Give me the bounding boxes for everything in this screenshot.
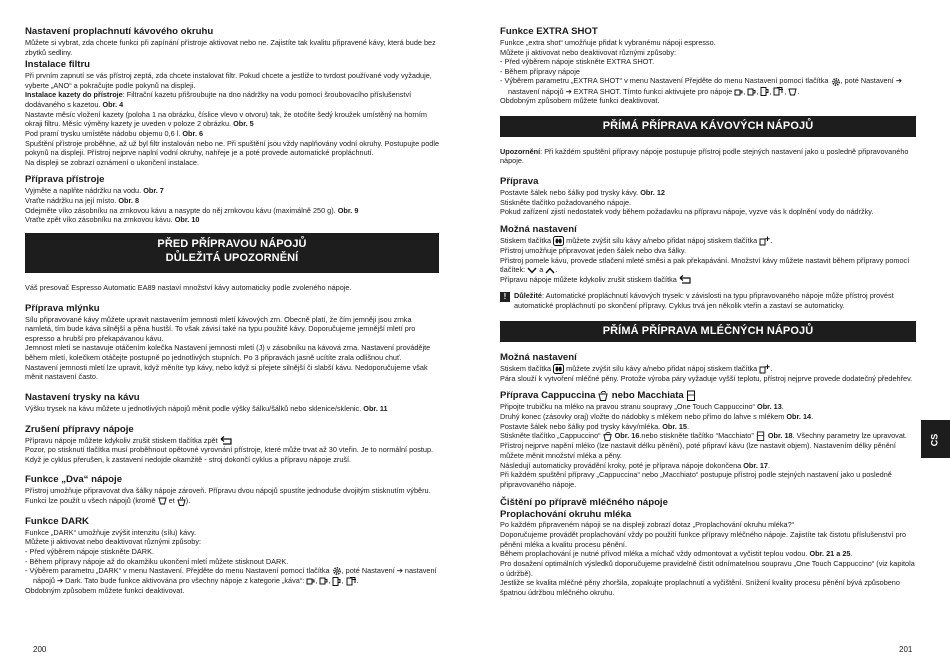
paragraph bbox=[25, 496, 439, 506]
paragraph: Na displeji se zobrazí oznámení o ukončení instalace. bbox=[25, 157, 200, 167]
section-banner: PŘÍMÁ PŘÍPRAVA KÁVOVÝCH NÁPOJŮ bbox=[500, 116, 916, 137]
paragraph: Po každém připraveném nápoji se na displeji zobrazí dotaz „Proplachování okruhu mléka?“ bbox=[500, 520, 795, 530]
section-title: Příprava mlýnku bbox=[25, 302, 100, 314]
section-banner bbox=[25, 233, 439, 273]
text: Přípravu nápoje můžete kdykoliv zrušit stiskem tlačítka zpět bbox=[25, 435, 220, 445]
add-cup-icon bbox=[759, 364, 770, 374]
page-number: 200 bbox=[33, 645, 47, 654]
mug-icon bbox=[332, 577, 341, 586]
paragraph: Stiskem tlačítka můžete zvýšit sílu kávy a/nebo přidat nápoj stiskem tlačítka . bbox=[500, 363, 773, 373]
arrow-right-icon: ➔ bbox=[56, 576, 64, 586]
section-title: Příprava bbox=[500, 176, 539, 188]
important-note bbox=[500, 291, 916, 310]
text: Dark. Tato bude funkce aktivována pro všechny nápoje z kategorie „káva“: bbox=[63, 576, 307, 586]
chevron-down-icon bbox=[527, 267, 537, 274]
banner-line: DŮLEŽITÁ UPOZORNĚNÍ bbox=[165, 252, 299, 265]
paragraph bbox=[25, 90, 439, 109]
paragraph: Jestliže se kvalita mléčné pěny zhoršila, zopakujte proplachnutí a vyčištění. Snížení kvality procesu pěnění bývá způsobeno špatnou údržbou mléčného okruhu. bbox=[500, 578, 900, 597]
text: et bbox=[166, 496, 177, 506]
figure-ref: Obr. 5 bbox=[233, 119, 254, 129]
paragraph: - Během přípravy nápoje bbox=[500, 66, 580, 76]
section-title: Čištění po přípravě mléčného nápoje bbox=[500, 496, 668, 508]
paragraph: Pára slouží k vytvoření mléčné pěny. Protože výroba páry vyžaduje vyšší teplotu, přístroj nejprve provede dodatečný předehřev. bbox=[500, 373, 913, 383]
figure-ref: Obr. 8 bbox=[118, 196, 140, 206]
paragraph: Během proplachování je nutné přívod mléka a míchač vždy odmontovat a vyčistit teplou vodou. Obr. 21 a 25. bbox=[500, 549, 853, 559]
figure-ref: Obr. 11 bbox=[363, 403, 388, 413]
paragraph: nápojů ➔ Dark. Tato bude funkce aktivována pro všechny nápoje z kategorie „káva“: , , , . bbox=[33, 576, 359, 586]
figure-ref: Obr. 13 bbox=[757, 402, 782, 412]
section-title: Nastavení proplachnutí kávového okruhu bbox=[25, 26, 214, 37]
paragraph: Pro dosažení optimálních výsledků doporučujeme pravidelně čistit odnímatelnou soupravu „One Touch Cappuccino“ (viz kapitola o údržbě). bbox=[500, 558, 915, 578]
paragraph: Obdobným způsobem můžete funkci deaktivovat. bbox=[500, 96, 660, 106]
text: Výšku trysek na kávu můžete u jednotlivých nápojů měnit podle výšky šálku/šálků nebo sklenice/sklenic. bbox=[25, 403, 364, 413]
section-subtitle: Proplachování okruhu mléka bbox=[500, 508, 632, 520]
text: Připojte trubičku na mléko na pravou stranu soupravy „One Touch Cappuccino“ bbox=[500, 402, 758, 412]
back-icon bbox=[220, 436, 233, 445]
arrow-right-icon: ➔ bbox=[396, 566, 403, 576]
gear-icon bbox=[332, 566, 342, 576]
section-title: Příprava přístroje bbox=[25, 174, 105, 186]
text: Druhý konec (zásovky oraj) vložte do nádobky s mlékem nebo přímo do lahve s mlékem bbox=[500, 412, 787, 422]
figure-ref: Obr. 7 bbox=[143, 186, 164, 196]
text: , poté Nastavení bbox=[341, 566, 397, 576]
paragraph: Pozor, po stisknutí tlačítka musí proběhnout opětovné vyrovnání přístroje, které může trvat až 30 vteřin. Je to normální postup. bbox=[25, 445, 434, 455]
text: - Výběrem parametru „DARK“ v menu Nastavení. Přejděte do menu Nastavení pomocí tlačítka bbox=[25, 566, 332, 576]
text: : Filtrační kazetu přišroubujte na dno nádržky na vodu pomocí šroubovacího příslušenství dodávaného s kazetou. bbox=[25, 90, 412, 110]
double-cup-icon bbox=[346, 577, 357, 586]
text: Funkci lze použít u všech nápojů (kromě bbox=[25, 496, 158, 506]
paragraph bbox=[25, 110, 439, 129]
back-icon bbox=[679, 275, 692, 284]
text: Stiskem tlačítka bbox=[500, 235, 554, 245]
paragraph bbox=[25, 129, 439, 139]
text: Postavte šálek nebo šálky pod trysky kávy. bbox=[500, 188, 641, 198]
strength-beans-icon bbox=[553, 364, 564, 374]
paragraph: Přístroj nejprve napění mléko (lze nastavit délku pěnění), poté připraví kávu (lze nastavit objem). Nastavením délky pěnění můžete měnit množství mléka a pěny. bbox=[500, 441, 896, 461]
text: , poté Nastavení bbox=[840, 76, 896, 86]
gear-icon bbox=[831, 77, 841, 87]
mug-icon bbox=[760, 87, 769, 96]
paragraph bbox=[25, 404, 439, 414]
coffee-cup-icon bbox=[747, 88, 756, 96]
note-paragraph bbox=[514, 291, 916, 310]
left-page bbox=[25, 26, 439, 595]
text: Vyjměte a naplňte nádržku na vodu. bbox=[25, 186, 144, 196]
section-title: Instalace filtru bbox=[25, 59, 91, 71]
language-tab bbox=[921, 420, 950, 458]
paragraph: Sílu připravované kávy můžete upravit nastavením jemnosti mletí kávových zrn. Obecně platí, že čím jemněji jsou zrnka namletá, tím bude káva silnější a pěna hustší. To však závisí také na typu použité kávy. Doporučujeme jemnější mletí pro espresso a hrubší pro překapávanou kávu. bbox=[25, 314, 416, 343]
paragraph: - Před výběrem nápoje stiskněte EXTRA SHOT. bbox=[500, 57, 655, 67]
figure-ref: Obr. 14 bbox=[786, 412, 812, 422]
figure-ref: Obr. 21 a 25 bbox=[809, 549, 851, 559]
figure-ref: Obr. 17 bbox=[743, 460, 768, 470]
text: .nebo stiskněte tlačítko “Macchiato” bbox=[639, 431, 756, 441]
text: Stiskem tlačítka bbox=[500, 363, 554, 373]
milk-cup-icon bbox=[788, 88, 797, 96]
paragraph: Můžete ji aktivovat nebo deaktivovat různými způsoby: bbox=[500, 47, 677, 57]
text: : Automatické propláchnutí kávových trysek: v závislosti na typu připravovaného nápoje může přístroj provést automatické propláchnutí po skončení přípravy. Cyklus trvá jen několik vteřin a zastaví se automaticky. bbox=[514, 291, 894, 311]
paragraph: Stiskem tlačítka můžete zvýšit sílu kávy a/nebo přidat nápoj stiskem tlačítka . bbox=[500, 235, 773, 245]
bold-label: Instalace kazety do přístroje bbox=[25, 90, 123, 100]
exclamation-icon: ! bbox=[500, 292, 510, 302]
cappuccino-icon bbox=[603, 431, 613, 441]
paragraph: Funkce „extra shot“ umožňuje přidat k vybranému nápoji espresso. bbox=[500, 37, 716, 47]
paragraph: Spuštění přístroje proběhne, až už byl filtr instalován nebo ne. Při spuštění jsou vždy naplňovány vodní okruhy. Postupujte podle pokynů na displeji. Přístroj nejprve naplní vodní okruhy, nahřeje je a poté provede automatické propláchnutí. bbox=[25, 138, 440, 158]
text: Stiskněte tlačítko „Cappuccino“ bbox=[500, 431, 603, 441]
text: . Všechny parametry lze upravovat. bbox=[792, 431, 907, 441]
text: EXTRA SHOT. Tímto funkci aktivujete pro nápoje bbox=[571, 86, 735, 96]
paragraph: Připojte trubičku na mléko na pravou stranu soupravy „One Touch Cappuccino“ Obr. 13. bbox=[500, 402, 784, 412]
section-title: Funkce EXTRA SHOT bbox=[500, 26, 598, 37]
text: Přístroj pomele kávu, provede stlačení mleté směsi a pak překapávání. Množství kávy můžete nastavit během přípravy pomocí tlačítek: bbox=[500, 255, 910, 275]
paragraph: Můžete ji aktivovat nebo deaktivovat různými způsoby: bbox=[25, 537, 202, 547]
macchiato-icon bbox=[686, 390, 697, 401]
text: můžete zvýšit sílu kávy a/nebo přidat nápoj stiskem tlačítka bbox=[564, 235, 760, 245]
text: Nastavte měsíc vložení kazety (poloha 1 na obrázku, číslice vlevo v otvoru) tak, že otočíte šedý kroužek umístěný na horním okraji filtru. Měsíc výměny kazety je uveden v poloze 2 obrázku. bbox=[25, 109, 427, 129]
text: a bbox=[537, 265, 546, 275]
espresso-cup-icon bbox=[306, 577, 315, 585]
paragraph: Pokud zařízení zjistí nedostatek vody během požadavku na přípravu nápoje, vyzve vás k doplnění vody do nádržky. bbox=[500, 207, 874, 217]
paragraph: Při každém spuštění přípravy „Cappuccina“ nebo „Macchiato“ postupuje přístroj podle stejných nastavení jako u posledně připravovaného nápoje. bbox=[500, 470, 892, 489]
paragraph: Stiskněte tlačítko požadovaného nápoje. bbox=[500, 197, 632, 207]
paragraph bbox=[500, 275, 916, 285]
paragraph bbox=[25, 436, 439, 446]
text: Během proplachování je nutné přívod mléka a míchač vždy odmontovat a vyčistit teplou vodou. bbox=[500, 549, 810, 559]
arrow-right-icon: ➔ bbox=[895, 76, 902, 86]
figure-ref: Obr. 16 bbox=[612, 431, 640, 441]
paragraph: Když je cyklus přerušen, k zastavení nedojde okamžitě - stroj dokončí cyklus a přípravu nápoje zruší. bbox=[25, 454, 352, 464]
espresso-cup-icon bbox=[734, 88, 743, 96]
text: Následují automaticky provádění kroky, poté je příprava nápoje dokončena bbox=[500, 460, 744, 470]
paragraph: Doporučujeme provádět proplachování vždy po použití funkce přípravy mléčného nápoje. Zajistíte tak čistotu příslušenství pro pěnění mléka a kvalitu procesu pěnění. bbox=[500, 530, 907, 549]
double-cup-icon bbox=[773, 87, 784, 96]
section-title: Nastavení trysky na kávu bbox=[25, 391, 140, 403]
paragraph: - Před výběrem nápoje stiskněte DARK. bbox=[25, 546, 154, 556]
paragraph: Nastavení jemnosti mletí lze upravit, když měníte typ kávy, nebo když si přejete silnější či slabší kávu. Nedoporučujeme však měnit nastavení často. bbox=[25, 362, 428, 382]
text: ). bbox=[185, 496, 191, 506]
figure-ref: Obr. 4 bbox=[102, 100, 124, 110]
text: můžete zvýšit sílu kávy a/nebo přidat nápoj stiskem tlačítka bbox=[564, 363, 760, 373]
macchiato-icon bbox=[756, 431, 766, 441]
figure-ref: Obr. 10 bbox=[174, 215, 200, 225]
bold-label: Upozornění bbox=[500, 146, 541, 156]
text: Odejměte víko zásobníku na zrnkovou kávu a nasypte do něj zrnkovou kávu (maximálně 250 g). bbox=[25, 205, 338, 215]
paragraph: Následují automaticky provádění kroky, poté je příprava nápoje dokončena Obr. 17. bbox=[500, 460, 771, 470]
banner-line: PŘED PŘÍPRAVOU NÁPOJŮ bbox=[157, 237, 307, 250]
page-number: 201 bbox=[899, 645, 913, 654]
text: : Při každém spuštění přípravy nápoje postupuje přístroj podle stejných nastavení jako u posledně připravovaného nápoje. bbox=[500, 146, 909, 166]
bold-label: Důležité bbox=[514, 291, 542, 301]
paragraph: Druhý konec (zásovky oraj) vložte do nádobky s mlékem nebo přímo do lahve s mlékem Obr. 14. bbox=[500, 412, 814, 422]
chevron-up-icon bbox=[545, 267, 555, 274]
right-page bbox=[500, 26, 916, 597]
paragraph: Jemnost mletí se nastavuje otáčením kolečka Nastavení jemnosti mletí (J) v zásobníku na kávová zrna. Nastavení provádějte během mletí, kolečkem otáčejte postupně po jednotlivých stupních. Po 3 připravách jasně ucítíte zrala odlišnou chuť. bbox=[25, 343, 431, 363]
text: nápojů bbox=[33, 576, 57, 586]
language-code: CS bbox=[929, 433, 940, 447]
paragraph: Obdobným způsobem můžete funkci deaktivovat. bbox=[25, 585, 185, 595]
paragraph: Postavte šálek nebo šálky pod trysky kávy/mléka. Obr. 15. bbox=[500, 421, 690, 431]
text: Příprava Cappuccina bbox=[500, 390, 599, 402]
text: Postavte šálek nebo šálky pod trysky kávy/mléka. bbox=[500, 421, 663, 431]
paragraph bbox=[500, 188, 916, 198]
section-banner: PŘÍMÁ PŘÍPRAVA MLÉČNÝCH NÁPOJŮ bbox=[500, 321, 916, 342]
intro-paragraph: Váš presovač Espresso Automatic EA89 nastaví množství kávy automaticky podle zvoleného nápoje. bbox=[25, 282, 352, 292]
figure-ref: Obr. 15 bbox=[662, 421, 687, 431]
milk-cup-icon bbox=[158, 497, 167, 505]
section-title: Možná nastavení bbox=[500, 223, 577, 235]
cappuccino-icon bbox=[598, 390, 609, 401]
text: Vraťte nádržku na její místo. bbox=[25, 196, 119, 206]
paragraph: nastavení nápojů ➔ EXTRA SHOT. Tímto funkci aktivujete pro nápoje , , , , . bbox=[508, 86, 800, 96]
figure-ref: Obr. 6 bbox=[182, 128, 204, 138]
section-title: Funkce DARK bbox=[25, 515, 89, 527]
text: Pod pramí trysku umístěte nádobu objemu 0,6 l. bbox=[25, 128, 183, 138]
warning-paragraph bbox=[500, 147, 916, 166]
paragraph: Můžete si vybrat, zda chcete funkci při zapínání přístroje aktivovat nebo ne. Zajistíte tak kvalitu připravené kávy, která bude bez zbytků sedliny. bbox=[25, 37, 436, 57]
steam-cup-icon bbox=[177, 497, 186, 506]
paragraph: Přístroj umožňuje připravovat dva šálky nápoje zároveň. Přípravu dvou nápojů spustíte jednoduše dvojitým stisknutím výběru. bbox=[25, 486, 431, 496]
list-item bbox=[25, 196, 439, 206]
section-title: Funkce „Dva“ nápoje bbox=[25, 474, 123, 486]
section-title: Zrušení přípravy nápoje bbox=[25, 423, 134, 435]
text: Vraťte zpět víko zásobníku na zrnkovou kávu. bbox=[25, 215, 175, 225]
arrow-right-icon: ➔ bbox=[565, 86, 572, 96]
paragraph bbox=[25, 566, 439, 576]
figure-ref: Obr. 9 bbox=[337, 205, 359, 215]
section-title: Možná nastavení bbox=[500, 351, 577, 363]
paragraph: Při prvním zapnutí se vás přístroj zeptá, zda chcete instalovat filtr. Pokud chcete a jestliže to tvrdost používané vody vyžaduje, vyberte „ANO“ a pokračujte podle pokynů na displeji. bbox=[25, 71, 432, 90]
list-item bbox=[25, 206, 439, 216]
paragraph: Přístroj pomele kávu, provede stlačení mleté směsi a pak překapávání. Množství kávy můžete nastavit během přípravy pomocí tlačítek: a . bbox=[500, 255, 910, 275]
figure-ref: Obr. 18 bbox=[765, 431, 793, 441]
text: Přípravu nápoje můžete kdykoliv zrušit stiskem tlačítka bbox=[500, 274, 679, 284]
text: nastavení bbox=[402, 566, 437, 576]
section-title bbox=[500, 390, 916, 402]
list-item bbox=[25, 186, 439, 196]
text: nastavení nápojů bbox=[508, 86, 566, 96]
strength-beans-icon bbox=[553, 236, 564, 246]
paragraph: Přístroj umožňuje připravovat jeden šálek nebo dva šálky. bbox=[500, 245, 687, 255]
add-cup-icon bbox=[759, 236, 770, 246]
text: nebo Macchiata bbox=[609, 390, 687, 402]
paragraph: Funkce „DARK“ umožňuje zvýšit intenzitu (sílu) kávy. bbox=[25, 527, 196, 537]
figure-ref: Obr. 12 bbox=[640, 188, 665, 198]
list-item bbox=[25, 215, 439, 225]
coffee-cup-icon bbox=[319, 577, 328, 585]
text: - Výběrem parametru „EXTRA SHOT“ v menu Nastavení Přejděte do menu Nastavení pomocí tlačítka bbox=[500, 76, 831, 86]
paragraph: - Během přípravy nápoje až do okamžiku ukončení mletí můžete stisknout DARK. bbox=[25, 556, 289, 566]
paragraph bbox=[500, 431, 916, 441]
paragraph bbox=[500, 76, 916, 86]
